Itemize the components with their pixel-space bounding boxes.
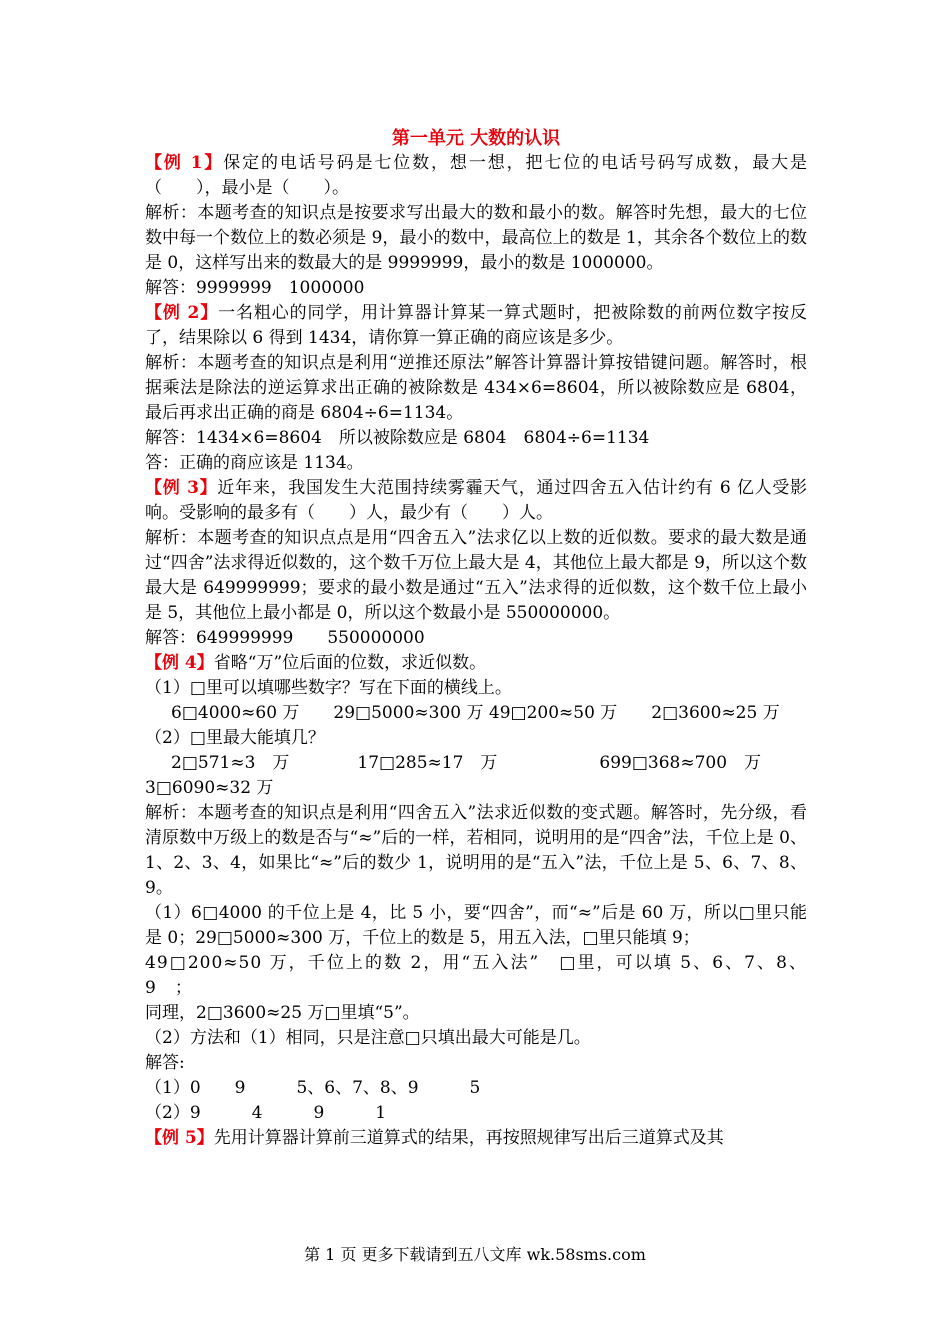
example-2-question <box>145 301 807 351</box>
example-3-analysis: 解析：本题考查的知识点点是用“四舍五入”法求亿以上数的近似数。要求的最大数是通过“四舍”法求得近似数的，这个数千万位上最大是 4，其他位上最大都是 9，所以这个数最大是 649999999；要求的最小数是通过“五入”法求得的近似数，这个数千位上最小是 5，其他位上最小都是 0，所以这个数最小是 550000000。 <box>145 528 807 623</box>
example-3-text: 近年来，我国发生大范围持续雾霾天气，通过四舍五入估计约有 6 亿人受影响。受影响的最多有（ ）人，最少有（ ）人。 <box>145 478 808 523</box>
example-4-answer-1: （1）0 9 5、6、7、8、9 5 <box>145 1078 481 1098</box>
example-4-answer-label: 解答: <box>145 1053 185 1073</box>
example-4-analysis: 解析：本题考查的知识点是利用“四舍五入”法求近似数的变式题。解答时，先分级，看清原数中万级上的数是否与“≈”后的一样，若相同，说明用的是“四舍”法，千位上是 0、1、2、3、4，如果比“≈”后的数少 1，说明用的是“五入”法，千位上是 5、6、7、8、9。 <box>145 803 807 898</box>
example-5-text: 先用计算器计算前三道算式的结果，再按照规律写出后三道算式及其 <box>213 1128 724 1148</box>
example-1-analysis: 解析：本题考查的知识点是按要求写出最大的数和最小的数。解答时先想，最大的七位数中每一个数位上的数必须是 9，最小的数中，最高位上的数是 1，其余各个数位上的数是 0，这样写出来的数最大的是 9999999，最小的数是 1000000。 <box>145 203 807 273</box>
example-3-answer: 解答：649999999 550000000 <box>145 628 425 648</box>
example-2-analysis: 解析：本题考查的知识点是利用“逆推还原法”解答计算器计算按错键问题。解答时，根据乘法是除法的逆运算求出正确的被除数是 434×6=8604，所以被除数应是 6804，最后再求出正确的商是 6804÷6=1134。 <box>145 353 807 423</box>
example-5-tag: 【例 5】 <box>145 1128 214 1148</box>
document-body <box>145 126 807 1151</box>
example-4-explain-4: （2）方法和（1）相同，只是注意□只填出最大可能是几。 <box>145 1028 591 1048</box>
example-2-reply: 答：正确的商应该是 1134。 <box>145 453 364 473</box>
example-1-question <box>145 151 807 201</box>
example-4-answer-2: （2）9 4 9 1 <box>145 1103 387 1123</box>
example-4-explain-3: 同理，2□3600≈25 万□里填“5”。 <box>145 1003 420 1023</box>
example-2-tag: 【例 2】 <box>145 303 219 323</box>
example-1-answer: 解答：9999999 1000000 <box>145 278 365 298</box>
example-4-explain-1: （1）6□4000 的千位上是 4，比 5 小，要“四舍”，而“≈”后是 60 万，所以□里只能是 0；29□5000≈300 万，千位上的数是 5，用五入法，□里只能填 9； <box>145 903 807 948</box>
example-4-sub1: （1）□里可以填哪些数字？写在下面的横线上。 <box>145 678 512 698</box>
page-footer: 第 1 页 更多下载请到五八文库 wk.58sms.com <box>304 1245 646 1264</box>
example-2-answer: 解答：1434×6=8604 所以被除数应是 6804 6804÷6=1134 <box>145 428 650 448</box>
example-5-question <box>145 1126 807 1151</box>
example-3-question <box>145 476 807 526</box>
example-4-row1: 6□4000≈60 万 29□5000≈300 万 49□200≈50 万 2□3600≈25 万 <box>171 703 780 723</box>
page-title: 第一单元 大数的认识 <box>391 128 561 149</box>
example-1-text: 保定的电话号码是七位数，想一想，把七位的电话号码写成数，最大是（ ），最小是（ ）。 <box>145 153 808 198</box>
example-4-explain-2: 49□200≈50 万，千位上的数 2，用“五入法” □里，可以填 5、6、7、8、9 ； <box>145 953 807 998</box>
example-4-sub2: （2）□里最大能填几？ <box>145 728 325 748</box>
example-2-text: 一名粗心的同学，用计算器计算某一算式题时，把被除数的前两位数字按反了，结果除以 6 得到 1434，请你算一算正确的商应该是多少。 <box>145 303 807 348</box>
example-1-tag: 【例 1】 <box>145 153 224 173</box>
example-4-row2: 2□571≈3 万 17□285≈17 万 699□368≈700 万 <box>171 753 762 773</box>
example-4-tag: 【例 4】 <box>145 653 214 673</box>
example-4-text: 省略“万”位后面的位数，求近似数。 <box>213 653 487 673</box>
example-4-question <box>145 651 807 676</box>
example-3-tag: 【例 3】 <box>145 478 218 498</box>
example-4-row3: 3□6090≈32 万 <box>145 778 274 798</box>
